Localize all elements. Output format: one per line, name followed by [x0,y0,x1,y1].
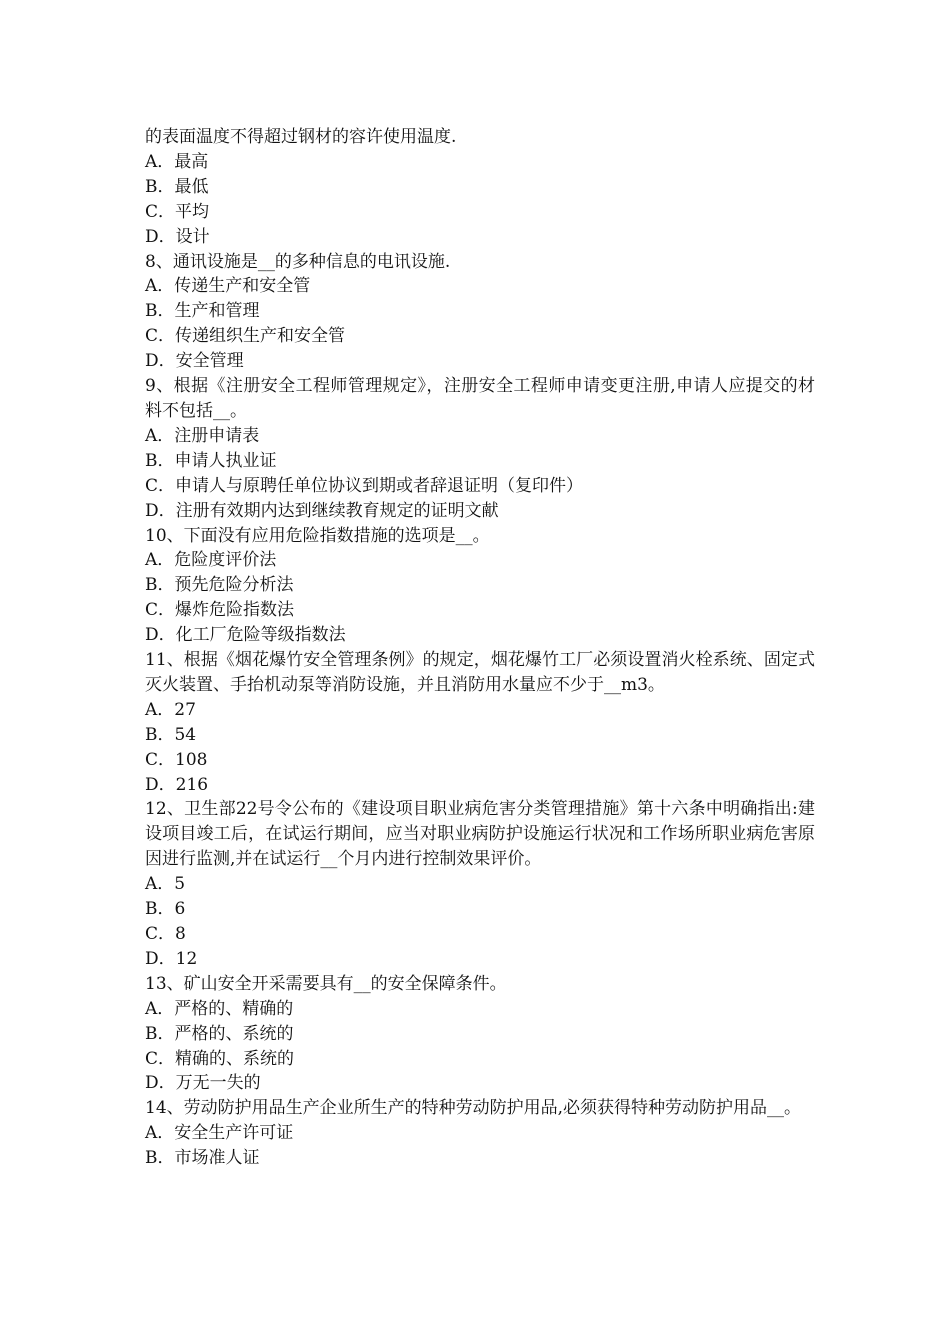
question-8-option-d: D．安全管理 [145,351,244,372]
question-14: 14、劳动防护用品生产企业所生产的特种劳动防护用品,必须获得特种劳动防护用品__。 [145,1098,802,1119]
question-14-option-b: B．市场准人证 [145,1148,260,1169]
option-c: C．平均 [145,201,210,222]
question-12-option-b: B．6 [145,899,186,920]
question-9-option-a: A．注册申请表 [145,425,260,446]
document-page [145,125,815,1171]
question-12-option-c: C．8 [145,924,186,944]
question-12: 12、卫生部22号令公布的《建设项目职业病危害分类管理措施》第十六条中明确指出:建设项目竣工后，在试运行期间，应当对职业病防护设施运行状况和工作场所职业病危害原因进行监测,并在试运行__个月内进行控制效果评价。 [145,799,815,870]
question-11-option-d: D．216 [145,774,209,795]
question-10-option-a: A．危险度评价法 [145,550,277,571]
question-10-option-c: C．爆炸危险指数法 [145,600,295,621]
option-b: B．最低 [145,176,209,197]
question-11-option-c: C．108 [145,749,208,770]
question-9-option-c: C．申请人与原聘任单位协议到期或者辞退证明（复印件） [145,475,584,496]
option-d: D．设计 [145,226,210,247]
question-11: 11、根据《烟花爆竹安全管理条例》的规定，烟花爆竹工厂必须设置消火栓系统、固定式灭火装置、手抬机动泵等消防设施，并且消防用水量应不少于__m3。 [145,650,815,695]
option-a: A．最高 [145,151,209,172]
question-8-option-c: C．传递组织生产和安全管 [145,326,346,347]
question-13: 13、矿山安全开采需要具有__的安全保障条件。 [145,973,507,994]
question-12-option-a: A．5 [145,874,186,895]
question-10-option-d: D．化工厂危险等级指数法 [145,625,346,646]
question-9-option-d: D．注册有效期内达到继续教育规定的证明文献 [145,500,499,521]
question-8-option-b: B．生产和管理 [145,301,260,322]
intro-text: 的表面温度不得超过钢材的容许使用温度. [145,127,457,147]
question-9-option-b: B．申请人执业证 [145,450,277,471]
question-13-option-b: B．严格的、系统的 [145,1023,294,1044]
question-10-option-b: B．预先危险分析法 [145,575,294,596]
question-13-option-a: A．严格的、精确的 [145,998,294,1019]
question-12-option-d: D．12 [145,948,198,969]
question-8: 8、通讯设施是__的多种信息的电讯设施. [145,251,451,272]
question-13-option-c: C．精确的、系统的 [145,1048,295,1069]
question-11-option-a: A．27 [145,699,196,720]
question-13-option-d: D．万无一失的 [145,1073,261,1094]
question-11-option-b: B．54 [145,724,197,745]
question-10: 10、下面没有应用危险指数措施的选项是__。 [145,525,490,546]
question-9: 9、根据《注册安全工程师管理规定》，注册安全工程师申请变更注册,申请人应提交的材料不包括__。 [145,376,815,421]
question-14-option-a: A．安全生产许可证 [145,1123,294,1144]
question-8-option-a: A．传递生产和安全管 [145,276,311,297]
